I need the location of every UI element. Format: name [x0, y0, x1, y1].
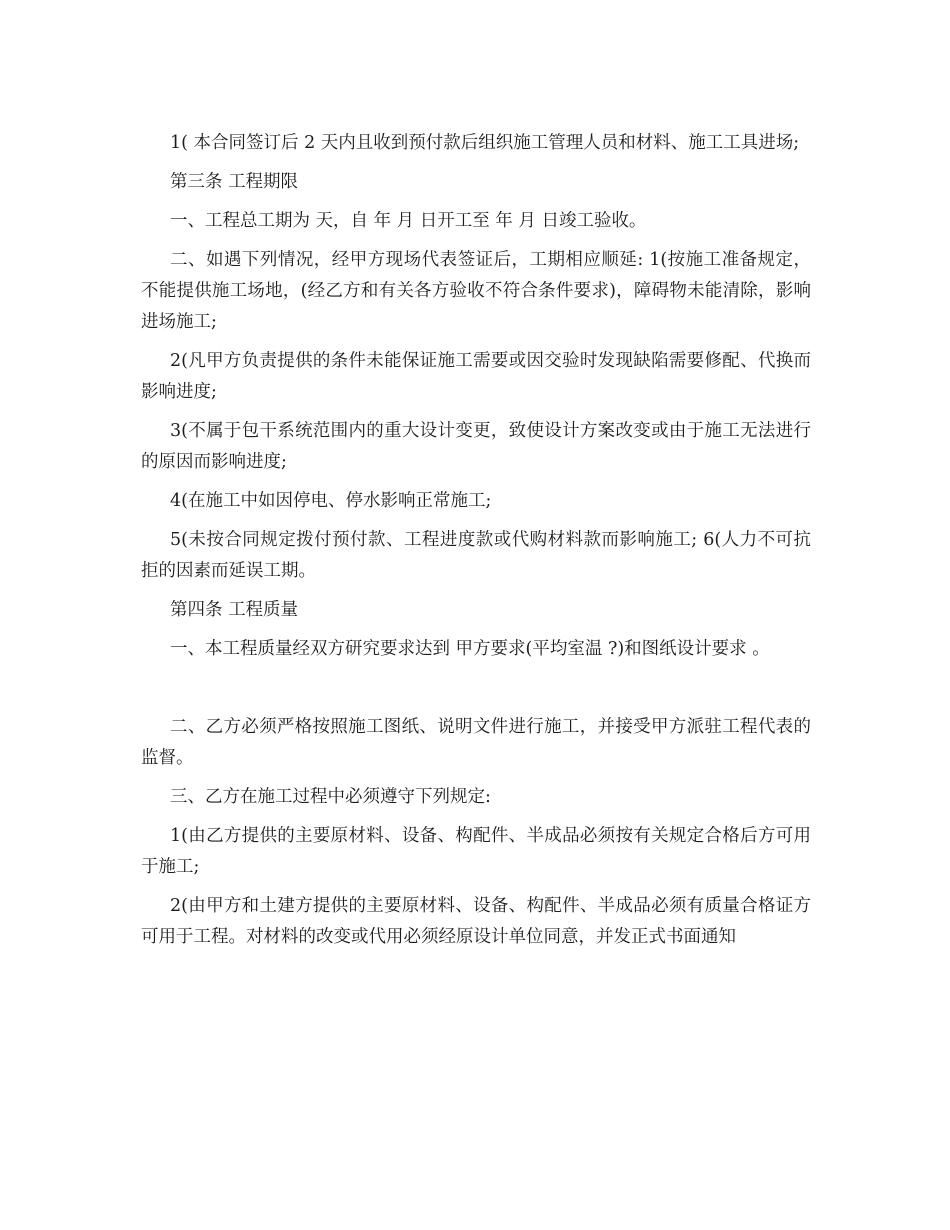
- article-3-item-4: 4(在施工中如因停电、停水影响正常施工;: [170, 491, 492, 511]
- article-3-section-2: 二、如遇下列情况，经甲方现场代表签证后，工期相应顺延: 1(按施工准备规定，不能提供施工场地，(经乙方和有关各方验收不符合条件要求)，障碍物未能清除，影响进场施工;: [141, 250, 811, 332]
- article-4-section-1: 一、本工程质量经双方研究要求达到 甲方要求(平均室温 ?)和图纸设计要求 。: [170, 639, 770, 659]
- document-body: [141, 128, 811, 961]
- article-3-item-3: 3(不属于包干系统范围内的重大设计变更，致使设计方案改变或由于施工无法进行的原因而影响进度;: [141, 421, 811, 472]
- article-3-heading: 第三条 工程期限: [170, 172, 299, 192]
- article-4-section-3: 三、乙方在施工过程中必须遵守下列规定:: [170, 787, 491, 807]
- article-3-section-1: 一、工程总工期为 天，自 年 月 日开工至 年 月 日竣工验收。: [170, 211, 647, 231]
- article-3-item-2: 2(凡甲方负责提供的条件未能保证施工需要或因交验时发现缺陷需要修配、代换而影响进度;: [141, 351, 811, 402]
- article-3-item-5-6: 5(未按合同规定拨付预付款、工程进度款或代购材料款而影响施工; 6(人力不可抗拒的因素而延误工期。: [141, 530, 811, 581]
- article-4-heading: 第四条 工程质量: [170, 600, 299, 620]
- article-4-section-2: 二、乙方必须严格按照施工图纸、说明文件进行施工，并接受甲方派驻工程代表的监督。: [141, 717, 811, 768]
- article-4-item-2: 2(由甲方和土建方提供的主要原材料、设备、构配件、半成品必须有质量合格证方可用于工程。对材料的改变或代用必须经原设计单位同意，并发正式书面通知: [141, 896, 811, 947]
- article-4-item-1: 1(由乙方提供的主要原材料、设备、构配件、半成品必须按有关规定合格后方可用于施工;: [141, 826, 811, 877]
- clause-item-1-move-in: 1( 本合同签订后 2 天内且收到预付款后组织施工管理人员和材料、施工工具进场;: [170, 133, 800, 153]
